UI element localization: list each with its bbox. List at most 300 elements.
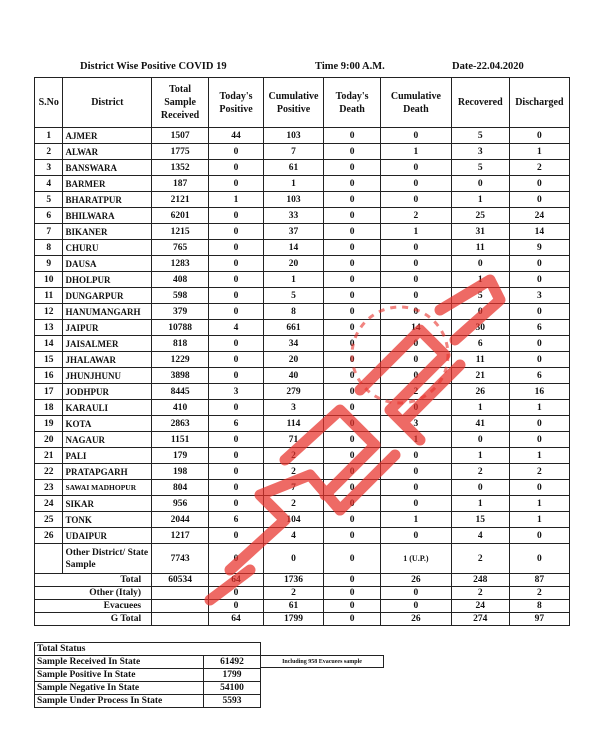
cumulative-positive-cell: 7 [263, 144, 323, 160]
today-positive-cell: 1 [209, 192, 264, 208]
cumulative-positive-cell: 103 [263, 128, 323, 144]
district-cell: NAGAUR [63, 432, 152, 448]
district-cell: KOTA [63, 416, 152, 432]
discharged-cell: 0 [509, 256, 569, 272]
cumulative-death-cell: 0 [381, 480, 452, 496]
status-row [35, 656, 261, 669]
cumulative-death-cell: 1 [381, 224, 452, 240]
total-cell: 1283 [152, 256, 209, 272]
today-positive-cell: 0 [209, 600, 264, 613]
today-death-cell: 0 [324, 144, 381, 160]
col-header: Today's Death [324, 78, 381, 128]
col-header: District [63, 78, 152, 128]
today-positive-cell: 0 [209, 144, 264, 160]
table-row [35, 144, 570, 160]
sno-cell: 8 [35, 240, 63, 256]
table-row [35, 352, 570, 368]
today-positive-cell: 0 [209, 240, 264, 256]
today-death-cell: 0 [324, 320, 381, 336]
discharged-cell: 87 [509, 574, 569, 587]
today-death-cell: 0 [324, 448, 381, 464]
discharged-cell: 16 [509, 384, 569, 400]
district-cell: CHURU [63, 240, 152, 256]
discharged-cell: 1 [509, 400, 569, 416]
today-positive-cell: 0 [209, 224, 264, 240]
recovered-cell: 0 [451, 480, 509, 496]
cumulative-positive-cell: 103 [263, 192, 323, 208]
today-positive-cell: 6 [209, 512, 264, 528]
district-cell: ALWAR [63, 144, 152, 160]
sno-cell: 26 [35, 528, 63, 544]
totals-row [35, 613, 570, 626]
today-positive-cell: 0 [209, 432, 264, 448]
cumulative-positive-cell: 0 [263, 544, 323, 574]
cumulative-death-cell: 0 [381, 528, 452, 544]
sno-cell: 25 [35, 512, 63, 528]
sno-cell: 15 [35, 352, 63, 368]
total-cell: 7743 [152, 544, 209, 574]
district-cell: JAIPUR [63, 320, 152, 336]
sno-cell [35, 544, 63, 574]
cumulative-positive-cell: 279 [263, 384, 323, 400]
total-cell: 1229 [152, 352, 209, 368]
table-row [35, 416, 570, 432]
cumulative-death-cell: 26 [381, 574, 452, 587]
recovered-cell: 5 [451, 128, 509, 144]
table-row [35, 512, 570, 528]
sno-cell: 10 [35, 272, 63, 288]
cumulative-death-cell: 0 [381, 272, 452, 288]
district-cell: JHALAWAR [63, 352, 152, 368]
today-death-cell: 0 [324, 574, 381, 587]
status-label: Sample Negative In State [35, 682, 204, 695]
discharged-cell: 14 [509, 224, 569, 240]
status-value: 1799 [204, 669, 261, 682]
recovered-cell: 15 [451, 512, 509, 528]
cumulative-positive-cell: 40 [263, 368, 323, 384]
total-cell: 956 [152, 496, 209, 512]
total-cell: 408 [152, 272, 209, 288]
recovered-cell: 1 [451, 272, 509, 288]
cumulative-death-cell: 0 [381, 192, 452, 208]
cumulative-death-cell: 2 [381, 208, 452, 224]
total-cell: 1151 [152, 432, 209, 448]
discharged-cell: 0 [509, 192, 569, 208]
table-row [35, 288, 570, 304]
today-positive-cell: 0 [209, 336, 264, 352]
today-death-cell: 0 [324, 256, 381, 272]
today-positive-cell: 64 [209, 574, 264, 587]
cumulative-positive-cell: 34 [263, 336, 323, 352]
recovered-cell: 11 [451, 352, 509, 368]
total-cell: 1352 [152, 160, 209, 176]
district-cell: Other District/ State Sample [63, 544, 152, 574]
totals-label: Other (Italy) [35, 587, 152, 600]
recovered-cell: 1 [451, 496, 509, 512]
sno-cell: 18 [35, 400, 63, 416]
cumulative-death-cell: 26 [381, 613, 452, 626]
recovered-cell: 1 [451, 192, 509, 208]
totals-row [35, 600, 570, 613]
today-death-cell: 0 [324, 288, 381, 304]
today-positive-cell: 0 [209, 587, 264, 600]
today-positive-cell: 0 [209, 304, 264, 320]
today-positive-cell: 0 [209, 400, 264, 416]
today-positive-cell: 0 [209, 464, 264, 480]
table-row [35, 448, 570, 464]
recovered-cell: 30 [451, 320, 509, 336]
total-cell: 765 [152, 240, 209, 256]
discharged-cell: 97 [509, 613, 569, 626]
sno-cell: 3 [35, 160, 63, 176]
district-cell: BARMER [63, 176, 152, 192]
cumulative-positive-cell: 1 [263, 176, 323, 192]
recovered-cell: 2 [451, 464, 509, 480]
today-death-cell: 0 [324, 400, 381, 416]
discharged-cell: 0 [509, 336, 569, 352]
today-death-cell: 0 [324, 240, 381, 256]
district-cell: BIKANER [63, 224, 152, 240]
today-death-cell: 0 [324, 613, 381, 626]
cumulative-death-cell: 3 [381, 416, 452, 432]
sno-cell: 9 [35, 256, 63, 272]
cumulative-positive-cell: 20 [263, 352, 323, 368]
recovered-cell: 0 [451, 304, 509, 320]
total-cell: 3898 [152, 368, 209, 384]
today-positive-cell: 0 [209, 208, 264, 224]
recovered-cell: 248 [451, 574, 509, 587]
status-row [35, 682, 261, 695]
total-cell: 198 [152, 464, 209, 480]
discharged-cell: 2 [509, 160, 569, 176]
district-cell: SIKAR [63, 496, 152, 512]
today-positive-cell: 0 [209, 288, 264, 304]
recovered-cell: 0 [451, 432, 509, 448]
today-positive-cell: 6 [209, 416, 264, 432]
today-death-cell: 0 [324, 368, 381, 384]
total-cell: 6201 [152, 208, 209, 224]
today-positive-cell: 0 [209, 352, 264, 368]
recovered-cell: 2 [451, 544, 509, 574]
district-cell: SAWAI MADHOPUR [63, 480, 152, 496]
sno-cell: 5 [35, 192, 63, 208]
recovered-cell: 0 [451, 176, 509, 192]
status-label: Sample Received In State [35, 656, 204, 669]
today-death-cell: 0 [324, 304, 381, 320]
today-death-cell: 0 [324, 528, 381, 544]
cumulative-death-cell: 0 [381, 128, 452, 144]
other-district-row [35, 544, 570, 574]
totals-label: Evacuees [35, 600, 152, 613]
today-death-cell: 0 [324, 224, 381, 240]
today-positive-cell: 0 [209, 544, 264, 574]
table-row [35, 368, 570, 384]
col-header: Discharged [509, 78, 569, 128]
today-positive-cell: 4 [209, 320, 264, 336]
report-date: Date-22.04.2020 [452, 61, 524, 72]
sno-cell: 13 [35, 320, 63, 336]
totals-row [35, 574, 570, 587]
recovered-cell: 3 [451, 144, 509, 160]
discharged-cell: 8 [509, 600, 569, 613]
today-positive-cell: 0 [209, 528, 264, 544]
discharged-cell: 0 [509, 544, 569, 574]
cumulative-positive-cell: 1799 [263, 613, 323, 626]
cumulative-death-cell: 1 [381, 144, 452, 160]
cumulative-positive-cell: 8 [263, 304, 323, 320]
table-row [35, 160, 570, 176]
district-table [34, 77, 570, 626]
today-positive-cell: 0 [209, 480, 264, 496]
sno-cell: 20 [35, 432, 63, 448]
today-death-cell: 0 [324, 587, 381, 600]
sno-cell: 12 [35, 304, 63, 320]
today-death-cell: 0 [324, 336, 381, 352]
sno-cell: 16 [35, 368, 63, 384]
cumulative-death-cell: 1 (U.P.) [381, 544, 452, 574]
cumulative-positive-cell: 61 [263, 600, 323, 613]
recovered-cell: 1 [451, 400, 509, 416]
recovered-cell: 2 [451, 587, 509, 600]
district-cell: DUNGARPUR [63, 288, 152, 304]
today-positive-cell: 0 [209, 256, 264, 272]
discharged-cell: 1 [509, 448, 569, 464]
col-header: Cumulative Positive [263, 78, 323, 128]
totals-rows [35, 574, 570, 626]
discharged-cell: 0 [509, 352, 569, 368]
district-cell: UDAIPUR [63, 528, 152, 544]
recovered-cell: 0 [451, 256, 509, 272]
cumulative-positive-cell: 37 [263, 224, 323, 240]
recovered-cell: 31 [451, 224, 509, 240]
discharged-cell: 0 [509, 128, 569, 144]
district-cell: JODHPUR [63, 384, 152, 400]
today-death-cell: 0 [324, 128, 381, 144]
table-header-row [35, 78, 570, 128]
recovered-cell: 26 [451, 384, 509, 400]
table-row [35, 256, 570, 272]
today-death-cell: 0 [324, 496, 381, 512]
total-status-table [34, 642, 261, 708]
sno-cell: 14 [35, 336, 63, 352]
cumulative-death-cell: 14 [381, 320, 452, 336]
district-rows [35, 128, 570, 544]
total-cell [152, 587, 209, 600]
recovered-cell: 24 [451, 600, 509, 613]
sno-cell: 17 [35, 384, 63, 400]
table-row [35, 432, 570, 448]
cumulative-death-cell: 0 [381, 160, 452, 176]
table-row [35, 320, 570, 336]
sno-cell: 19 [35, 416, 63, 432]
total-cell: 804 [152, 480, 209, 496]
today-death-cell: 0 [324, 544, 381, 574]
today-positive-cell: 64 [209, 613, 264, 626]
cumulative-death-cell: 0 [381, 288, 452, 304]
discharged-cell: 6 [509, 368, 569, 384]
discharged-cell: 1 [509, 144, 569, 160]
cumulative-positive-cell: 2 [263, 496, 323, 512]
cumulative-positive-cell: 7 [263, 480, 323, 496]
cumulative-death-cell: 0 [381, 304, 452, 320]
today-death-cell: 0 [324, 600, 381, 613]
today-death-cell: 0 [324, 480, 381, 496]
today-positive-cell: 0 [209, 176, 264, 192]
table-row [35, 384, 570, 400]
evacuees-note: Including 958 Evacuees sample [260, 655, 384, 668]
cumulative-positive-cell: 5 [263, 288, 323, 304]
today-death-cell: 0 [324, 160, 381, 176]
table-row [35, 304, 570, 320]
status-row [35, 695, 261, 708]
discharged-cell: 3 [509, 288, 569, 304]
today-positive-cell: 44 [209, 128, 264, 144]
table-row [35, 464, 570, 480]
recovered-cell: 5 [451, 288, 509, 304]
discharged-cell: 0 [509, 272, 569, 288]
sno-cell: 1 [35, 128, 63, 144]
cumulative-positive-cell: 71 [263, 432, 323, 448]
total-cell: 818 [152, 336, 209, 352]
col-header: Total Sample Received [152, 78, 209, 128]
total-cell: 1217 [152, 528, 209, 544]
district-cell: DAUSA [63, 256, 152, 272]
table-row [35, 224, 570, 240]
sno-cell: 4 [35, 176, 63, 192]
recovered-cell: 1 [451, 448, 509, 464]
total-cell: 1775 [152, 144, 209, 160]
total-cell [152, 600, 209, 613]
today-death-cell: 0 [324, 416, 381, 432]
status-title-row [35, 643, 261, 656]
today-positive-cell: 0 [209, 160, 264, 176]
total-cell: 60534 [152, 574, 209, 587]
table-row [35, 128, 570, 144]
report-title: District Wise Positive COVID 19 [80, 61, 227, 72]
district-cell: JHUNJHUNU [63, 368, 152, 384]
sno-cell: 24 [35, 496, 63, 512]
district-cell: BHARATPUR [63, 192, 152, 208]
today-death-cell: 0 [324, 512, 381, 528]
total-cell: 8445 [152, 384, 209, 400]
table-row [35, 176, 570, 192]
discharged-cell: 6 [509, 320, 569, 336]
recovered-cell: 25 [451, 208, 509, 224]
discharged-cell: 0 [509, 528, 569, 544]
cumulative-death-cell: 0 [381, 176, 452, 192]
col-header: Today's Positive [209, 78, 264, 128]
total-cell: 2863 [152, 416, 209, 432]
col-header: S.No [35, 78, 63, 128]
today-positive-cell: 3 [209, 384, 264, 400]
cumulative-positive-cell: 114 [263, 416, 323, 432]
cumulative-positive-cell: 20 [263, 256, 323, 272]
sno-cell: 11 [35, 288, 63, 304]
sno-cell: 6 [35, 208, 63, 224]
totals-label: G Total [35, 613, 152, 626]
cumulative-death-cell: 0 [381, 600, 452, 613]
report-time: Time 9:00 A.M. [315, 61, 385, 72]
cumulative-death-cell: 0 [381, 256, 452, 272]
today-positive-cell: 0 [209, 272, 264, 288]
table-row [35, 240, 570, 256]
table-row [35, 272, 570, 288]
recovered-cell: 5 [451, 160, 509, 176]
recovered-cell: 21 [451, 368, 509, 384]
discharged-cell: 1 [509, 496, 569, 512]
cumulative-positive-cell: 104 [263, 512, 323, 528]
today-death-cell: 0 [324, 272, 381, 288]
sno-cell: 2 [35, 144, 63, 160]
discharged-cell: 0 [509, 416, 569, 432]
status-value: 61492 [204, 656, 261, 669]
sno-cell: 21 [35, 448, 63, 464]
total-cell: 598 [152, 288, 209, 304]
col-header: Recovered [451, 78, 509, 128]
total-cell: 10788 [152, 320, 209, 336]
cumulative-death-cell: 0 [381, 587, 452, 600]
sno-cell: 7 [35, 224, 63, 240]
cumulative-positive-cell: 661 [263, 320, 323, 336]
today-death-cell: 0 [324, 176, 381, 192]
table-row [35, 400, 570, 416]
recovered-cell: 11 [451, 240, 509, 256]
cumulative-death-cell: 0 [381, 240, 452, 256]
cumulative-death-cell: 0 [381, 496, 452, 512]
today-death-cell: 0 [324, 192, 381, 208]
total-cell: 410 [152, 400, 209, 416]
district-cell: KARAULI [63, 400, 152, 416]
table-row [35, 528, 570, 544]
table-row [35, 192, 570, 208]
discharged-cell: 2 [509, 587, 569, 600]
discharged-cell: 2 [509, 464, 569, 480]
totals-label: Total [35, 574, 152, 587]
recovered-cell: 41 [451, 416, 509, 432]
cumulative-death-cell: 0 [381, 464, 452, 480]
status-label: Sample Positive In State [35, 669, 204, 682]
cumulative-positive-cell: 14 [263, 240, 323, 256]
total-cell: 1215 [152, 224, 209, 240]
discharged-cell: 0 [509, 304, 569, 320]
col-header: Cumulative Death [381, 78, 452, 128]
cumulative-death-cell: 0 [381, 448, 452, 464]
district-cell: AJMER [63, 128, 152, 144]
today-death-cell: 0 [324, 432, 381, 448]
discharged-cell: 0 [509, 480, 569, 496]
cumulative-death-cell: 0 [381, 400, 452, 416]
cumulative-positive-cell: 2 [263, 587, 323, 600]
total-cell: 2121 [152, 192, 209, 208]
cumulative-positive-cell: 1 [263, 272, 323, 288]
status-title: Total Status [35, 643, 261, 656]
cumulative-positive-cell: 33 [263, 208, 323, 224]
today-positive-cell: 0 [209, 496, 264, 512]
sno-cell: 23 [35, 480, 63, 496]
cumulative-death-cell: 2 [381, 384, 452, 400]
table-row [35, 496, 570, 512]
discharged-cell: 0 [509, 176, 569, 192]
status-value: 54100 [204, 682, 261, 695]
today-death-cell: 0 [324, 352, 381, 368]
today-death-cell: 0 [324, 464, 381, 480]
discharged-cell: 24 [509, 208, 569, 224]
district-cell: HANUMANGARH [63, 304, 152, 320]
cumulative-positive-cell: 61 [263, 160, 323, 176]
discharged-cell: 0 [509, 432, 569, 448]
today-death-cell: 0 [324, 208, 381, 224]
recovered-cell: 6 [451, 336, 509, 352]
